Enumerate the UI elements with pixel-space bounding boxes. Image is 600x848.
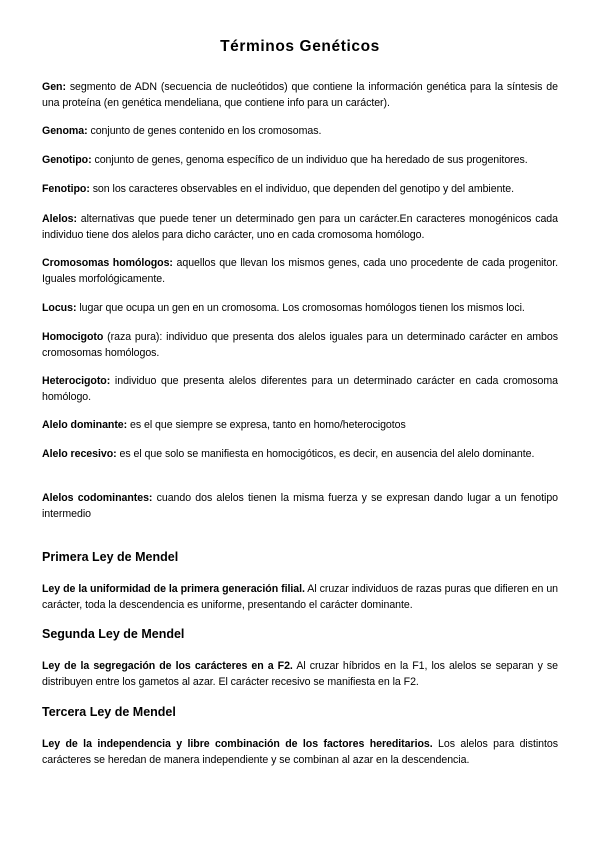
definition-text: lugar que ocupa un gen en un cromosoma. Los cromosomas homólogos tienen los mismos loci. xyxy=(76,302,525,314)
law-name: Ley de la independencia y libre combinación de los factores hereditarios. xyxy=(42,738,433,750)
law-paragraph-segunda xyxy=(42,659,558,690)
law-text: Al cruzar híbridos en la F1, los alelos se separan y se distribuyen entre los gametos al azar. El carácter recesivo se manifiesta en la F2. xyxy=(42,660,558,688)
definition-genoma xyxy=(42,124,558,140)
definition-genotipo xyxy=(42,153,558,169)
section-heading-tercera-ley: Tercera Ley de Mendel xyxy=(42,705,176,719)
definition-text: cuando dos alelos tienen la misma fuerza y se expresan dando lugar a un fenotipo intermedio xyxy=(42,492,558,520)
term: Cromosomas homólogos: xyxy=(42,257,173,269)
term: Genoma: xyxy=(42,125,88,137)
page-title: Términos Genéticos xyxy=(220,38,380,55)
definition-text: aquellos que llevan los mismos genes, cada uno procedente de cada progenitor. Iguales morfológicamente. xyxy=(42,257,558,285)
term: Alelos codominantes: xyxy=(42,492,153,504)
law-paragraph-tercera xyxy=(42,737,558,768)
term: Alelo recesivo: xyxy=(42,448,117,460)
law-name: Ley de la uniformidad de la primera generación filial. xyxy=(42,583,305,595)
definition-text: individuo que presenta alelos diferentes para un determinado carácter en cada cromosoma homólogo. xyxy=(42,375,558,403)
term: Homocigoto xyxy=(42,331,104,343)
definition-text: (raza pura): individuo que presenta dos alelos iguales para un determinado carácter en ambos cromosomas homólogos. xyxy=(42,331,558,359)
term: Fenotipo: xyxy=(42,183,90,195)
definition-gen xyxy=(42,80,558,111)
definition-homocigoto xyxy=(42,330,558,361)
law-paragraph-primera xyxy=(42,582,558,613)
term: Alelos: xyxy=(42,213,77,225)
law-name: Ley de la segregación de los carácteres en a F2. xyxy=(42,660,293,672)
definition-text: segmento de ADN (secuencia de nucleótidos) que contiene la información genética para la síntesis de una proteína (en genética mendeliana, que contiene info para un carácter). xyxy=(42,81,558,109)
definition-alelos xyxy=(42,212,558,243)
definition-heterocigoto xyxy=(42,374,558,405)
term: Gen: xyxy=(42,81,66,93)
term: Genotipo: xyxy=(42,154,92,166)
term: Locus: xyxy=(42,302,77,314)
definition-text: conjunto de genes contenido en los cromosomas. xyxy=(87,125,322,137)
definition-cromosomas-homologos xyxy=(42,256,558,287)
definition-text: alternativas que puede tener un determinado gen para un carácter.En caracteres monogénicos cada individuo tiene dos alelos para dicho carácter, uno en cada cromosoma homólogo. xyxy=(42,213,558,241)
definition-text: es el que solo se manifiesta en homocigóticos, es decir, en ausencia del alelo dominante. xyxy=(116,448,535,460)
definition-fenotipo xyxy=(42,182,558,198)
definition-locus xyxy=(42,301,558,317)
definition-text: es el que siempre se expresa, tanto en homo/heterocigotos xyxy=(127,419,406,431)
definition-text: son los caracteres observables en el individuo, que dependen del genotipo y del ambiente. xyxy=(89,183,515,195)
term: Heterocigoto: xyxy=(42,375,111,387)
section-heading-segunda-ley: Segunda Ley de Mendel xyxy=(42,627,185,641)
definition-alelo-dominante xyxy=(42,418,558,434)
law-text: Al cruzar individuos de razas puras que difieren en un carácter, toda la descendencia es uniforme, presentando el carácter dominante. xyxy=(42,583,558,611)
term: Alelo dominante: xyxy=(42,419,128,431)
section-heading-primera-ley: Primera Ley de Mendel xyxy=(42,550,179,564)
definition-alelos-codominantes xyxy=(42,491,558,522)
law-text: Los alelos para distintos carácteres se heredan de manera independiente y se combinan al azar en la descendencia. xyxy=(42,738,558,766)
definition-alelo-recesivo xyxy=(42,447,558,463)
definition-text: conjunto de genes, genoma específico de un individuo que ha heredado de sus progenitores. xyxy=(91,154,528,166)
